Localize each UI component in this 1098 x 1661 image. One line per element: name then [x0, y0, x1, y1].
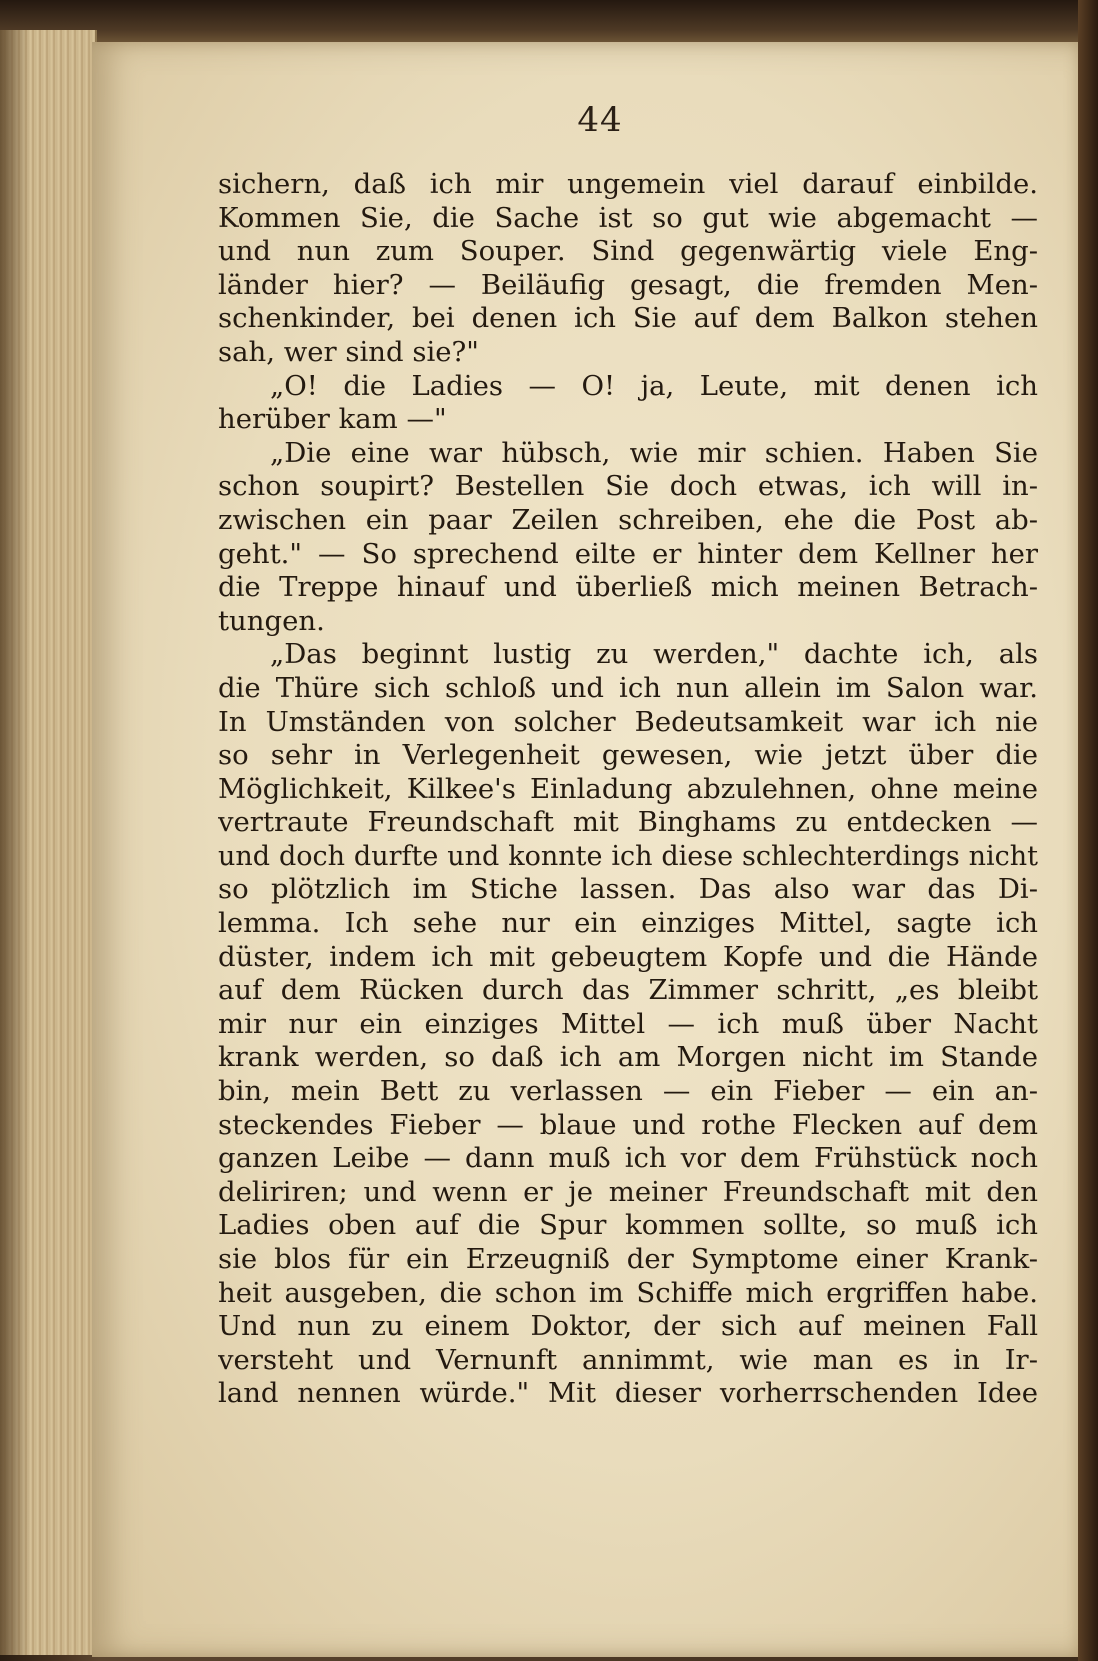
text-line: sah, wer sind sie?": [218, 335, 479, 368]
text-line: Kommen Sie, die Sache ist so gut wie abgemacht —: [218, 201, 1038, 234]
text-line: so plötzlich im Stiche lassen. Das also war das Di-: [218, 873, 1038, 906]
text-line: schenkinder, bei denen ich Sie auf dem Balkon stehen: [218, 302, 1038, 335]
binding-shadow: [0, 30, 30, 1655]
text-line: länder hier? — Beiläufig gesagt, die fremden Men-: [218, 268, 1038, 301]
text-line: heit ausgeben, die schon im Schiffe mich ergriffen habe.: [218, 1276, 1038, 1309]
text-line: auf dem Rücken durch das Zimmer schritt, „es bleibt: [218, 974, 1038, 1007]
book-right-edge: [1078, 0, 1098, 1661]
text-line: versteht und Vernunft annimmt, wie man es in Ir-: [218, 1343, 1038, 1376]
text-line: ganzen Leibe — dann muß ich vor dem Frühstück noch: [218, 1142, 1038, 1175]
book-top-edge: [0, 0, 1098, 42]
text-line: schon soupirt? Bestellen Sie doch etwas, ich will in-: [218, 470, 1038, 503]
text-line: Und nun zu einem Doktor, der sich auf meinen Fall: [218, 1310, 1038, 1343]
text-line: zwischen ein paar Zeilen schreiben, ehe die Post ab-: [218, 503, 1038, 536]
body-text: [218, 168, 1038, 1411]
text-line: die Treppe hinauf und überließ mich meinen Betrach-: [218, 571, 1038, 604]
text-line: bin, mein Bett zu verlassen — ein Fieber — ein an-: [218, 1075, 1038, 1108]
text-line: deliriren; und wenn er je meiner Freundschaft mit den: [218, 1175, 1038, 1208]
text-line: düster, indem ich mit gebeugtem Kopfe und die Hände: [218, 940, 1038, 973]
text-line: herüber kam —": [218, 403, 447, 436]
text-line: und doch durfte und konnte ich diese schlechterdings nicht: [218, 840, 1038, 872]
text-line: „Die eine war hübsch, wie mir schien. Haben Sie: [270, 436, 1038, 469]
text-line: Möglichkeit, Kilkee's Einladung abzulehnen, ohne meine: [218, 772, 1038, 805]
text-line: tungen.: [218, 604, 325, 637]
text-line: mir nur ein einziges Mittel — ich muß über Nacht: [218, 1007, 1038, 1040]
text-line: sichern, daß ich mir ungemein viel darauf einbilde.: [218, 168, 1038, 200]
text-line: lemma. Ich sehe nur ein einziges Mittel, sagte ich: [218, 907, 1038, 940]
text-line: die Thüre sich schloß und ich nun allein im Salon war.: [218, 671, 1038, 704]
text-line: „O! die Ladies — O! ja, Leute, mit denen ich: [270, 369, 1038, 402]
text-line: sie blos für ein Erzeugniß der Symptome einer Krank-: [218, 1243, 1038, 1275]
text-line: In Umständen von solcher Bedeutsamkeit war ich nie: [218, 705, 1038, 738]
text-line: „Das beginnt lustig zu werden," dachte ich, als: [270, 638, 1038, 671]
text-line: und nun zum Souper. Sind gegenwärtig viele Eng-: [218, 235, 1038, 268]
text-line: so sehr in Verlegenheit gewesen, wie jetzt über die: [218, 739, 1038, 772]
text-line: Ladies oben auf die Spur kommen sollte, so muß ich: [218, 1209, 1038, 1242]
text-line: geht." — So sprechend eilte er hinter dem Kellner her: [218, 537, 1038, 570]
text-line: krank werden, so daß ich am Morgen nicht im Stande: [218, 1041, 1038, 1074]
text-line: land nennen würde." Mit dieser vorherrschenden Idee: [218, 1377, 1038, 1410]
page-number: 44: [577, 100, 623, 140]
text-line: steckendes Fieber — blaue und rothe Flecken auf dem: [218, 1108, 1038, 1141]
text-line: vertraute Freundschaft mit Binghams zu entdecken —: [218, 806, 1038, 839]
